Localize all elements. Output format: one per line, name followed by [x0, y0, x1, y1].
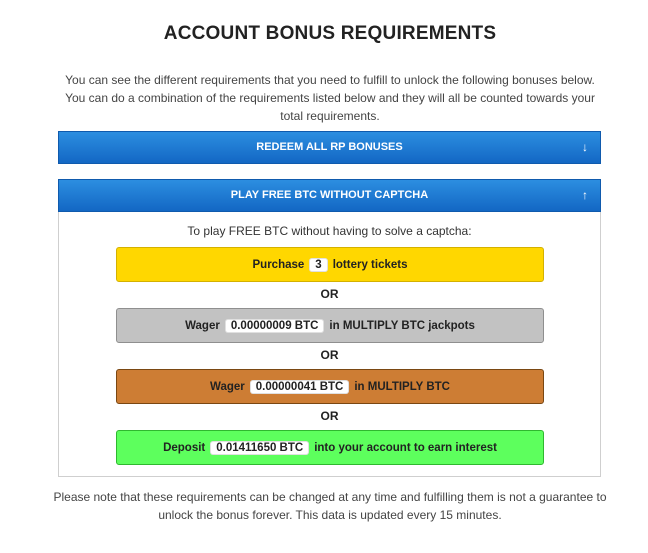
or-separator: OR — [320, 348, 339, 362]
requirement-value: 0.00000041 BTC — [250, 380, 350, 394]
arrow-up-icon: ↑ — [582, 188, 588, 202]
requirement-lottery-tickets — [116, 247, 544, 282]
page-title: ACCOUNT BONUS REQUIREMENTS — [163, 23, 497, 44]
requirement-value: 0.00000009 BTC — [225, 319, 325, 333]
or-separator: OR — [320, 287, 339, 301]
requirement-text-before: Purchase — [252, 258, 305, 271]
requirement-value: 0.01411650 BTC — [210, 441, 309, 455]
requirement-text-after: in MULTIPLY BTC — [354, 380, 450, 393]
footer-note: Please note that these requirements can be changed at any time and fulfilling them is not a guarantee to unlock the bonus forever. This data is updated every 15 minutes. — [53, 490, 607, 522]
arrow-down-icon: ↓ — [582, 140, 588, 154]
intro-text: You can see the different requirements that you need to fulfill to unlock the following bonuses below. You can do a combination of the requirements listed below and they will all be counted towards your total requirements. — [65, 73, 595, 123]
panel-intro-text: To play FREE BTC without having to solve a captcha: — [187, 224, 472, 238]
requirement-text-before: Wager — [210, 380, 245, 393]
requirement-text-after: lottery tickets — [332, 258, 408, 271]
requirement-deposit — [116, 430, 544, 465]
requirement-text-after: into your account to earn interest — [314, 441, 497, 454]
captcha-requirements-panel — [58, 212, 601, 477]
or-separator: OR — [320, 409, 339, 423]
redeem-rp-bonuses-label: REDEEM ALL RP BONUSES — [256, 141, 403, 153]
requirement-text-after: in MULTIPLY BTC jackpots — [329, 319, 475, 332]
requirement-multiply-jackpots — [116, 308, 544, 343]
redeem-rp-bonuses-header[interactable] — [58, 131, 601, 164]
play-free-btc-without-captcha-header[interactable] — [58, 179, 601, 212]
requirement-text-before: Deposit — [163, 441, 206, 454]
requirement-value: 3 — [309, 258, 327, 272]
play-free-btc-without-captcha-label: PLAY FREE BTC WITHOUT CAPTCHA — [230, 189, 429, 201]
requirement-text-before: Wager — [185, 319, 220, 332]
requirement-multiply-btc — [116, 369, 544, 404]
